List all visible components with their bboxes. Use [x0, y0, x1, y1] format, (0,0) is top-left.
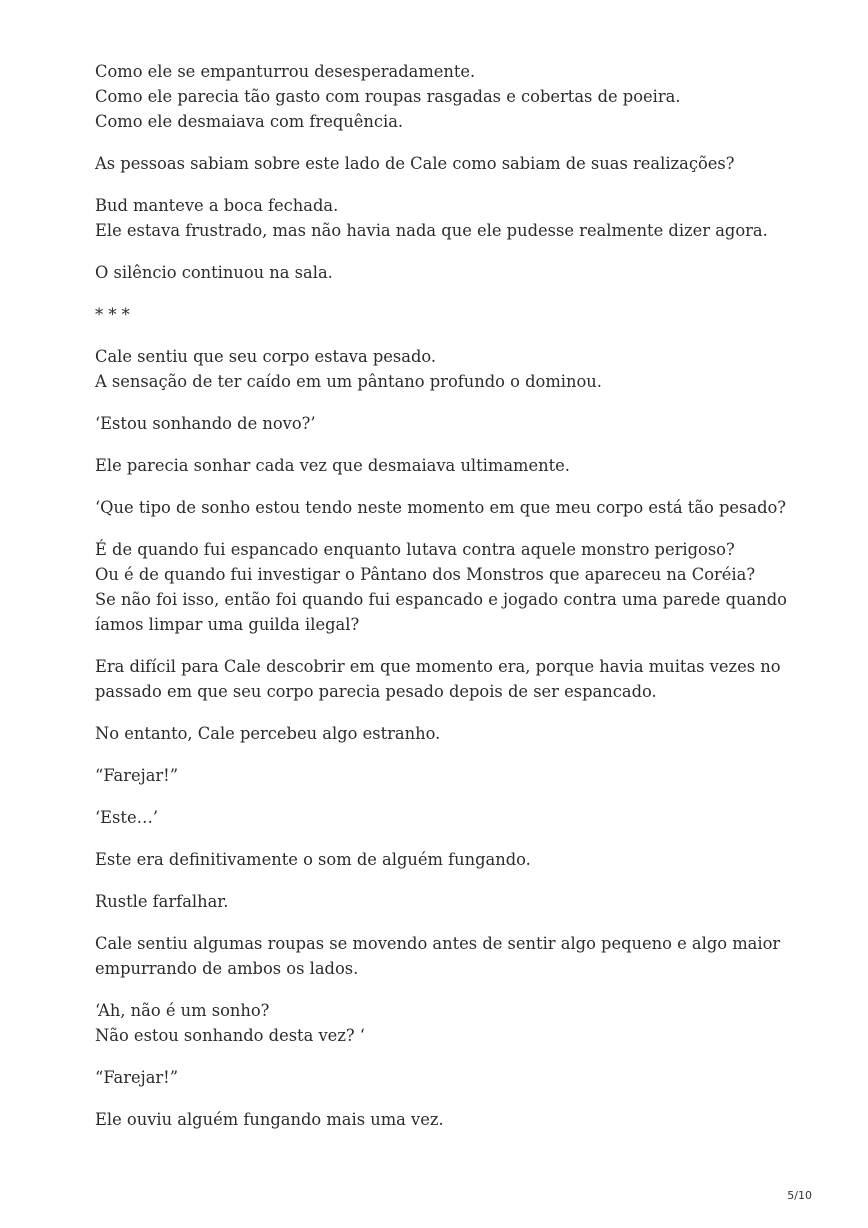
- text-line: Ele estava frustrado, mas não havia nada que ele pudesse realmente dizer agora.: [95, 221, 768, 240]
- text-line: Era difícil para Cale descobrir em que momento era, porque havia muitas vezes no: [95, 657, 781, 676]
- text-line: A sensação de ter caído em um pântano profundo o dominou.: [95, 372, 602, 391]
- paragraph: [95, 59, 795, 134]
- text-line: Este era definitivamente o som de alguém fungando.: [95, 850, 531, 869]
- text-line: Como ele desmaiava com frequência.: [95, 112, 404, 131]
- paragraph: [95, 721, 795, 746]
- paragraph: [95, 654, 795, 704]
- paragraph: [95, 889, 795, 914]
- text-line: Ou é de quando fui investigar o Pântano dos Monstros que apareceu na Coréia?: [95, 565, 756, 584]
- text-line: * * *: [95, 305, 130, 324]
- text-line: “Farejar!”: [95, 766, 179, 785]
- paragraph: [95, 805, 795, 830]
- paragraph: [95, 1065, 795, 1090]
- paragraph: [95, 151, 795, 176]
- page-number: 5/10: [787, 1189, 812, 1202]
- paragraph: [95, 1107, 795, 1132]
- text-line: As pessoas sabiam sobre este lado de Cale como sabiam de suas realizações?: [95, 154, 735, 173]
- text-line: Se não foi isso, então foi quando fui espancado e jogado contra uma parede quando: [95, 590, 787, 609]
- paragraph: [95, 495, 795, 520]
- text-line: É de quando fui espancado enquanto lutava contra aquele monstro perigoso?: [95, 540, 735, 559]
- text-line: Bud manteve a boca fechada.: [95, 196, 339, 215]
- text-line: Cale sentiu que seu corpo estava pesado.: [95, 347, 437, 366]
- text-line: No entanto, Cale percebeu algo estranho.: [95, 724, 441, 743]
- text-line: Como ele parecia tão gasto com roupas rasgadas e cobertas de poeira.: [95, 87, 681, 106]
- paragraph: [95, 931, 795, 981]
- paragraph: [95, 193, 795, 243]
- text-line: Não estou sonhando desta vez? ‘: [95, 1026, 365, 1045]
- text-line: “Farejar!”: [95, 1068, 179, 1087]
- text-line: O silêncio continuou na sala.: [95, 263, 333, 282]
- text-line: Ele parecia sonhar cada vez que desmaiava ultimamente.: [95, 456, 570, 475]
- text-line: Como ele se empanturrou desesperadamente.: [95, 62, 476, 81]
- text-line: ‘Este…’: [95, 808, 159, 827]
- text-line: passado em que seu corpo parecia pesado depois de ser espancado.: [95, 682, 657, 701]
- paragraph: [95, 302, 795, 327]
- paragraph: [95, 411, 795, 436]
- paragraph: [95, 847, 795, 872]
- text-line: Rustle farfalhar.: [95, 892, 229, 911]
- text-line: ‘Ah, não é um sonho?: [95, 1001, 270, 1020]
- text-line: Cale sentiu algumas roupas se movendo antes de sentir algo pequeno e algo maior: [95, 934, 781, 953]
- text-line: ‘Que tipo de sonho estou tendo neste momento em que meu corpo está tão pesado?: [95, 498, 787, 517]
- text-line: íamos limpar uma guilda ilegal?: [95, 615, 360, 634]
- paragraph: [95, 453, 795, 478]
- text-line: empurrando de ambos os lados.: [95, 959, 359, 978]
- text-line: ‘Estou sonhando de novo?’: [95, 414, 316, 433]
- text-line: Ele ouviu alguém fungando mais uma vez.: [95, 1110, 444, 1129]
- paragraph: [95, 537, 795, 637]
- paragraph: [95, 344, 795, 394]
- paragraph: [95, 998, 795, 1048]
- paragraph: [95, 260, 795, 285]
- document-body: [95, 59, 795, 1149]
- paragraph: [95, 763, 795, 788]
